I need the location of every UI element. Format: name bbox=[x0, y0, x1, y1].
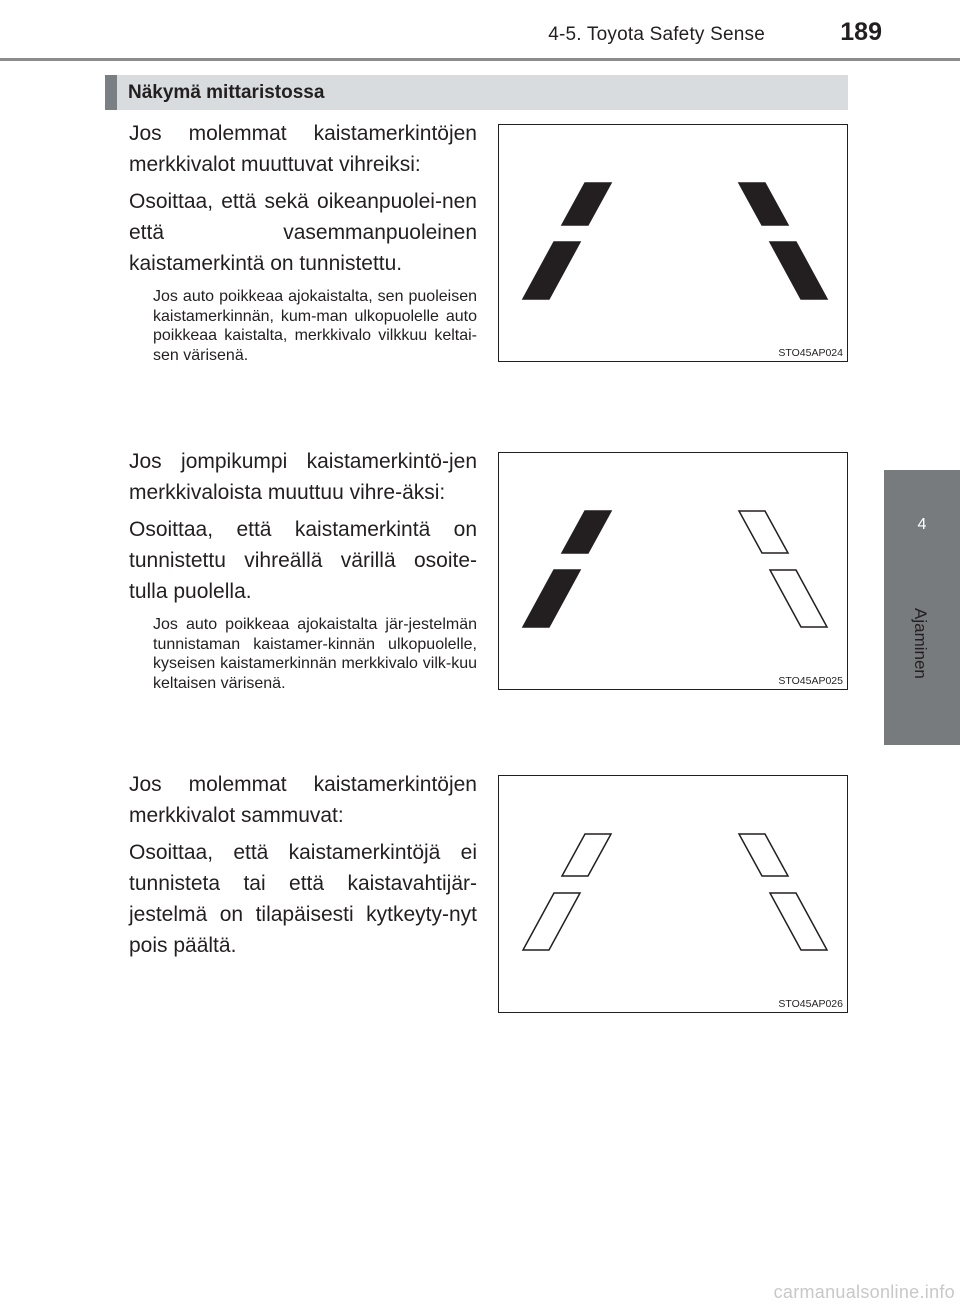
right-lane-segment-upper bbox=[739, 511, 788, 553]
watermark: carmanualsonline.info bbox=[773, 1282, 955, 1302]
text-block-3 bbox=[129, 769, 477, 961]
section-heading-title: Näkymä mittaristossa bbox=[128, 82, 325, 103]
right-lane-segment-lower bbox=[770, 570, 827, 627]
left-lane-segment-upper bbox=[562, 834, 611, 876]
block-1-meaning: Osoittaa, että sekä oikeanpuolei-nen että vasemmanpuoleinen kaistamerkintä on tunnistettu. bbox=[129, 190, 477, 275]
right-lane-marker bbox=[739, 183, 827, 299]
left-lane-segment-upper bbox=[562, 183, 611, 225]
lane-lines-illustration bbox=[499, 125, 849, 363]
left-lane-marker bbox=[523, 834, 611, 950]
block-2-meaning: Osoittaa, että kaistamerkintä on tunnistettu vihreällä värillä osoite-tulla puolella. bbox=[129, 518, 477, 603]
right-lane-segment-lower bbox=[770, 242, 827, 299]
chapter-label: Ajaminen bbox=[911, 608, 930, 679]
block-3-meaning: Osoittaa, että kaistamerkintöjä ei tunnisteta tai että kaistavahtijär-jestelmä on tilapäisesti kytkeyty-nyt pois päältä. bbox=[129, 841, 477, 957]
left-lane-segment-upper bbox=[562, 511, 611, 553]
text-block-2 bbox=[129, 446, 477, 693]
right-lane-marker bbox=[739, 511, 827, 627]
figure-both-lanes-detected bbox=[498, 124, 848, 362]
section-heading-accent bbox=[105, 75, 117, 110]
left-lane-segment-lower bbox=[523, 893, 580, 950]
chapter-number: 4 bbox=[917, 516, 927, 533]
header-section-title: 4-5. Toyota Safety Sense bbox=[548, 24, 765, 45]
figure-code: STO45AP026 bbox=[778, 998, 843, 1010]
text-block-1 bbox=[129, 118, 477, 365]
header-divider bbox=[0, 58, 960, 61]
figure-one-lane-detected bbox=[498, 452, 848, 690]
page-number: 189 bbox=[840, 18, 882, 46]
right-lane-marker bbox=[739, 834, 827, 950]
lane-lines-illustration bbox=[499, 776, 849, 1014]
block-1-note: Jos auto poikkeaa ajokaistalta, sen puoleisen kaistamerkinnän, kum-man ulkopuolelle auto poikkeaa kaistalta, merkkivalo vilkkuu keltai-sen värisenä. bbox=[153, 288, 477, 364]
right-lane-segment-lower bbox=[770, 893, 827, 950]
lane-lines-illustration bbox=[499, 453, 849, 691]
left-lane-marker bbox=[523, 511, 611, 627]
block-2-note: Jos auto poikkeaa ajokaistalta jär-jestelmän tunnistaman kaistamer-kinnän ulkopuolelle, kyseisen kaistamerkinnän merkkivalo vilk-kuu keltaisen värisenä. bbox=[153, 616, 477, 692]
block-3-condition: Jos molemmat kaistamerkintöjen merkkivalot sammuvat: bbox=[129, 773, 477, 827]
block-1-condition: Jos molemmat kaistamerkintöjen merkkivalot muuttuvat vihreiksi: bbox=[129, 122, 477, 176]
section-heading bbox=[105, 75, 848, 110]
left-lane-segment-lower bbox=[523, 570, 580, 627]
left-lane-marker bbox=[523, 183, 611, 299]
chapter-label-column bbox=[884, 0, 960, 1305]
left-lane-segment-lower bbox=[523, 242, 580, 299]
right-lane-segment-upper bbox=[739, 183, 788, 225]
block-2-condition: Jos jompikumpi kaistamerkintö-jen merkkivaloista muuttuu vihre-äksi: bbox=[129, 450, 477, 504]
figure-code: STO45AP025 bbox=[778, 675, 843, 687]
right-lane-segment-upper bbox=[739, 834, 788, 876]
figure-no-lanes-detected bbox=[498, 775, 848, 1013]
figure-code: STO45AP024 bbox=[778, 347, 843, 359]
